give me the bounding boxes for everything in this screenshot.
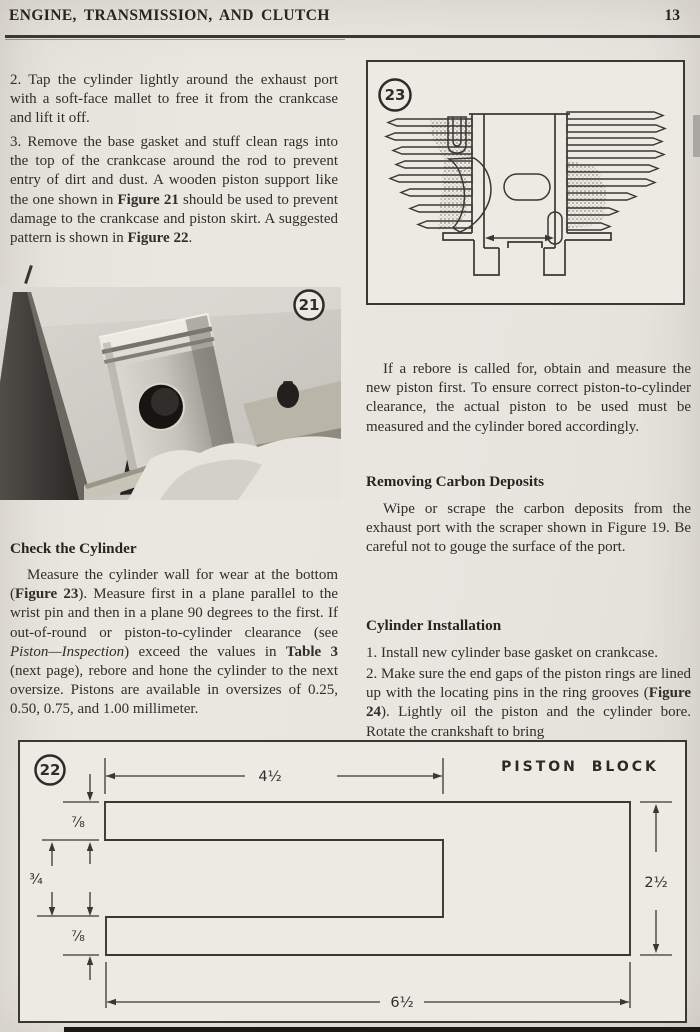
bolt-knob bbox=[277, 382, 299, 408]
dim-label-top-bar: ⅞ bbox=[71, 815, 85, 831]
intake-port bbox=[504, 174, 550, 200]
header-rule-shadow bbox=[5, 39, 345, 40]
paragraph-install-step-1: 1. Install new cylinder base gasket on crankcase. bbox=[366, 645, 658, 661]
figure-22-box bbox=[18, 740, 687, 1023]
page-header-title: ENGINE, TRANSMISSION, AND CLUTCH bbox=[9, 7, 330, 24]
figure-22-label: 22 bbox=[39, 761, 61, 779]
figure-21-label: 21 bbox=[298, 296, 320, 314]
heading-cylinder-installation: Cylinder Installation bbox=[366, 617, 502, 635]
dim-label-slot-height: ¾ bbox=[29, 872, 43, 888]
margin-mark bbox=[24, 265, 33, 284]
piston-block-outline bbox=[105, 802, 630, 955]
paragraph-step-2: 2. Tap the cylinder lightly around the exhaust port with a soft-face mallet to free it from the crankcase and lift it off. bbox=[10, 72, 338, 127]
header-rule bbox=[5, 35, 700, 38]
paragraph-rebore: If a rebore is called for, obtain and measure the new piston first. To ensure correct piston-to-cylinder clearance, the actual piston to be used must be measured and the cylinder bored accordingly. bbox=[366, 361, 691, 435]
page-bottom-bar bbox=[64, 1027, 700, 1032]
figure-21-photo bbox=[0, 287, 341, 500]
dim-overall-width bbox=[106, 962, 630, 1008]
paragraph-removing-carbon: Wipe or scrape the carbon deposits from the exhaust port with the scraper shown in Figure 19. Be careful not to gouge the surface of the port. bbox=[366, 501, 691, 556]
heading-removing-carbon: Removing Carbon Deposits bbox=[366, 473, 545, 491]
figure-23-label: 23 bbox=[384, 86, 406, 104]
paragraph-check-cylinder: Measure the cylinder wall for wear at the bottom (Figure 23). Measure first in a plane parallel to the wrist pin and then in a plane 90 degrees to the first. If out-of-round or piston-to-cylinder clearance (see Piston—Inspection) exceed the values in Table 3 (next page), rebore and hone the cylinder to the next oversize. Pistons are available in oversizes of 0.25, 0.50, 0.75, and 1.00 millimeter. bbox=[10, 567, 339, 718]
paragraph-install-step-2: 2. Make sure the end gaps of the piston rings are lined up with the locating pins in the ring grooves (Figure 24). Lightly oil the piston and the cylinder bore. Rotate the crankshaft to bring bbox=[366, 666, 691, 740]
page-number: 13 bbox=[664, 7, 680, 24]
paragraph-step-3: 3. Remove the base gasket and stuff clean rags into the top of the crankcase around the rod to prevent entry of dirt and dust. A wooden piston support like the one shown in Figure 21 should be used to prevent damage to the crankcase and piston skirt. A suggested pattern is shown in Figure 22. bbox=[10, 134, 338, 247]
dim-label-overall-width: 6½ bbox=[390, 995, 414, 1011]
dim-label-overall-height: 2½ bbox=[644, 875, 668, 891]
piston-photo-illustration bbox=[0, 287, 341, 500]
figure-22-title: PISTON BLOCK bbox=[501, 759, 659, 775]
scan-edge-artifact bbox=[693, 115, 700, 157]
bore-measure-arrow bbox=[485, 235, 554, 241]
heading-check-cylinder: Check the Cylinder bbox=[10, 540, 137, 558]
dim-label-bottom-bar: ⅞ bbox=[71, 929, 85, 945]
figure-23-box bbox=[366, 60, 685, 305]
dim-label-slot-depth: 4½ bbox=[258, 769, 282, 785]
piston-block-diagram bbox=[20, 742, 684, 1020]
cylinder-cross-section-drawing bbox=[368, 62, 682, 302]
